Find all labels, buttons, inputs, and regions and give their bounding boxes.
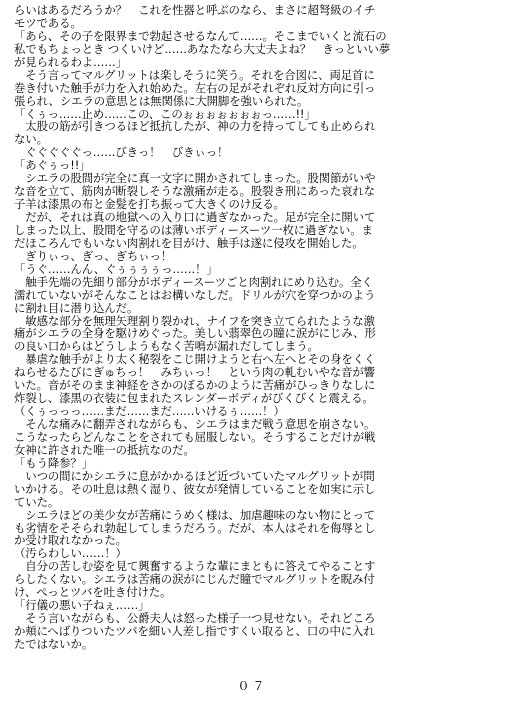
text-line: 濡れていないがそんなことはお構いなしだ。ドリルが穴を穿つかのよう (14, 288, 376, 302)
text-line: だが、それは真の地獄への入り口に過ぎなかった。足が完全に開いて (14, 211, 376, 224)
text-line: 「うぐ……んん、ぐぅぅぅぅっ……！」 (14, 262, 218, 276)
text-line: の良い口からはどうしようもなく苦鳴が漏れだしてしまう。 (14, 340, 319, 354)
text-line: 「行儀の悪い子ねぇ……」 (14, 599, 150, 613)
text-line: 「くぅっ……止め……この、このぉぉぉぉぉぉぉっ……!!」 (14, 107, 316, 121)
text-line: こうなったらどんなことをされても屈服しない。そうすることだけが戦 (14, 430, 376, 444)
text-line: らいはあるだろうか？ これを性器と呼ぶのなら、まさに超弩級のイチ (14, 4, 376, 17)
text-line: 太股の筋が引きつるほど抵抗したが、神の力を持ってしても止められ (14, 120, 376, 134)
text-line: そう言ってマルグリットは楽しそうに笑う。それを合図に、両足首に (14, 68, 375, 82)
text-line: 「あぐぅっ!!」 (14, 159, 91, 173)
text-line: 「あら、その子を限界まで勃起させるなんて……。そこまでいくと流石の (14, 29, 387, 43)
text-line: そんな痛みに翻弄されながらも、シエラはまだ戦う意思を崩さない。 (14, 418, 376, 431)
text-line: 女神に許された唯一の抵抗なのだ。 (14, 443, 195, 457)
text-line: 張られ、シエラの意思とは無関係に大開脚を強いられた。 (14, 94, 309, 108)
text-line: 「もう降参？」 (14, 456, 94, 470)
page-number: ０７ (237, 679, 268, 693)
text-line: 子羊は漆黒の布と金髪を打ち振って大きくのけ反る。 (14, 198, 285, 211)
text-line: ぐぐぐぐぐっ……びきっ！ びきぃっ！ (14, 146, 229, 160)
text-line: け、ぺっとツバを吐き付けた。 (14, 586, 172, 600)
text-line: そう言いながらも、公爵夫人は怒った様子一つ見せない。それどころ (14, 612, 376, 625)
text-line: モツである。 (14, 16, 82, 30)
text-line: （くぅっっっ……まだ……まだ……いけるぅ……！） (14, 405, 285, 418)
text-line: な音を立て、筋肉が断裂しそうな激痛が走る。股裂き刑にあった哀れな (14, 185, 375, 199)
text-line: いた。音がそのまま神経をさかのぼるかのように苦痛がひっきりなしに (14, 379, 376, 393)
text-line: らしたくない。シエラは苦痛の涙がにじんだ瞳でマルグリットを睨み付 (14, 573, 375, 587)
text-line: いかける。その吐息は熱く湿り、彼女が発情していることを如実に示し (14, 482, 376, 496)
text-line: 暴虐な触手がより太く秘裂をこじ開けようと右へ左へとその身をくく (14, 353, 376, 367)
text-line: シエラほどの美少女が苦痛にうめく様は、加虐趣味のない物にとって (14, 508, 376, 522)
text-line: 敏感な部分を無理矢理割り裂かれ、ナイフを突き立てられたような激 (14, 314, 375, 328)
text-line: か頬にへばりついたツバを細い人差し指ですくい取ると、口の中に入れ (14, 625, 375, 638)
text-line: （汚らわしい……！） (14, 547, 127, 561)
text-line: しまった以上、股間を守るのは薄いボディースーツ一枚に過ぎない。ま (14, 223, 373, 237)
text-line: 私でもちょっとき つくいけど……あなたなら大丈夫よね？ きっといい夢 (14, 42, 391, 56)
text-line: ていた。 (14, 495, 60, 509)
text-line: か受け取れなかった。 (14, 534, 127, 548)
text-line: も劣情をそそられ勃起してしまうだろう。だが、本人はそれを侮辱とし (14, 521, 376, 535)
text-line: ない。 (14, 133, 48, 147)
text-line: 自分の苦しむ姿を見て興奮するような輩にまともに答えてやることす (14, 560, 376, 574)
text-line: に割れ目に潜り込んだ。 (14, 301, 139, 315)
text-line: たではないか。 (14, 637, 94, 651)
text-line: シエラの股間が完全に真一文字に開かされてしまった。股関節がいや (14, 172, 376, 186)
text-line: 炸裂し、漆黒の衣装に包まれたスレンダーボディがびくびくと震える。 (14, 392, 374, 406)
text-line: ねらせるたびにぎゅちっ！ みちぃっ！ という肉の軋むいやな音が響 (14, 366, 375, 380)
text-line: ぎりぃっ、ぎっ、ぎちぃっ！ (14, 249, 173, 263)
text-line: いつの間にかシエラに息がかかるほど近づいていたマルグリットが問 (14, 469, 375, 483)
body-text (14, 4, 494, 651)
text-line: 巻き付いた触手が力を入れ始めた。左右の足がそれぞれ反対方向に引っ (14, 81, 376, 95)
text-line: 痛がシエラの全身を駆けめぐった。美しい翡翠色の瞳に涙がにじみ、形 (14, 327, 376, 341)
text-line: 触手先端の先細り部分がボディースーツごと肉割れにめり込む。全く (14, 275, 373, 289)
text-line: だほころんでもいない肉割れを目がけ、触手は遂に侵攻を開始した。 (14, 236, 364, 250)
text-line: が見られるわよ……」 (14, 55, 127, 69)
